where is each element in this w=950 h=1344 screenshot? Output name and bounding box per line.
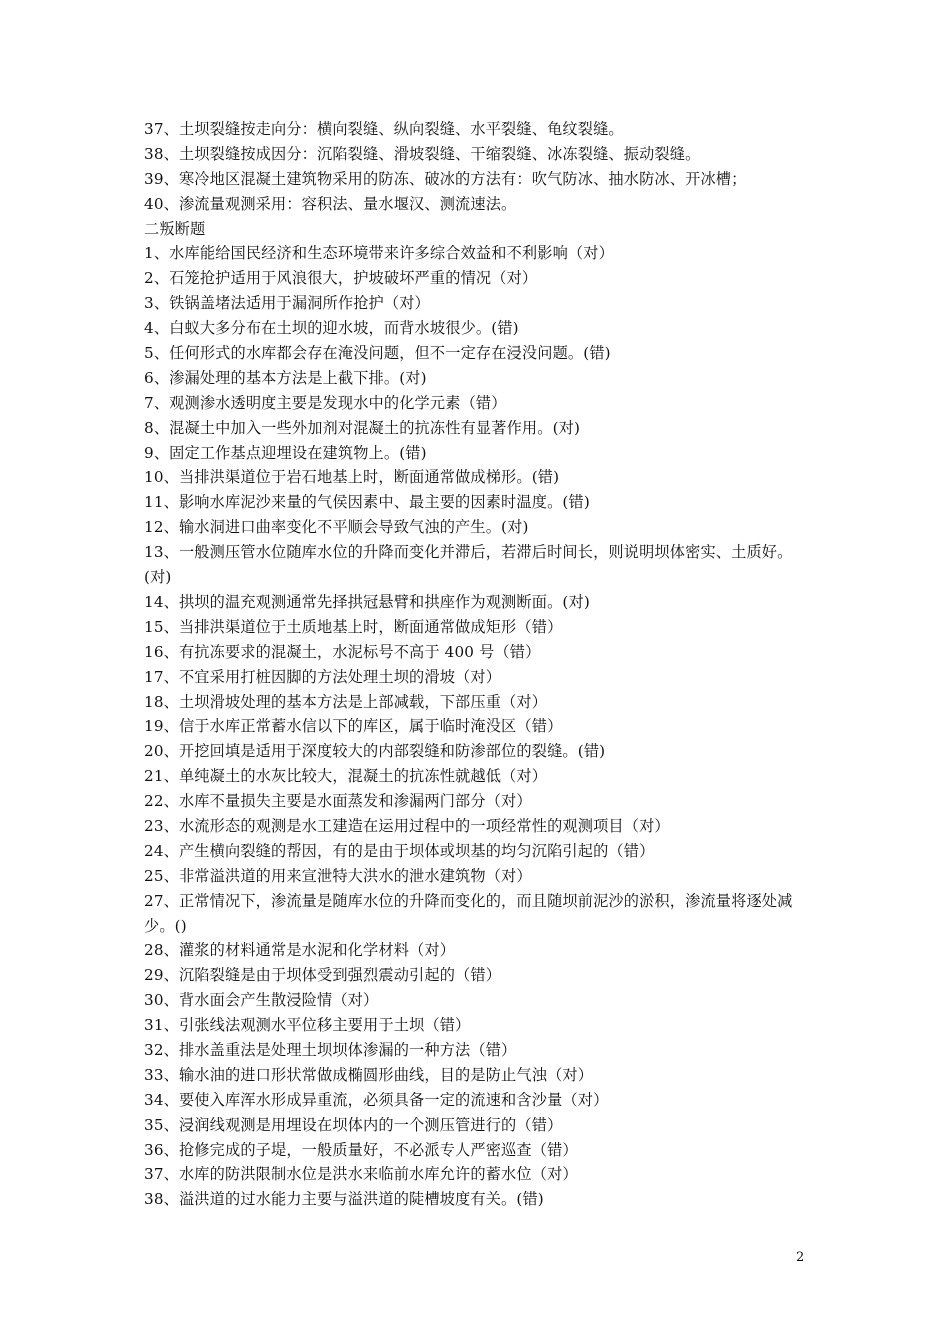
text-line: 24、产生横向裂缝的帮因，有的是由于坝体或坝基的均匀沉陷引起的（错） [144, 841, 655, 860]
text-line: 23、水流形态的观测是水工建造在运用过程中的一项经常性的观测项目（对） [144, 816, 670, 835]
text-line: 10、当排洪渠道位于岩石地基上时，断面通常做成梯形。(错) [144, 468, 560, 487]
text-line: 4、白蚁大多分布在土坝的迎水坡，而背水坡很少。(错) [144, 319, 519, 338]
text-line: 18、土坝滑坡处理的基本方法是上部减载，下部压重（对） [144, 692, 548, 711]
text-line: 16、有抗冻要求的混凝土，水泥标号不高于 400 号（错） [144, 642, 541, 661]
text-line: 30、背水面会产生散浸险情（对） [144, 991, 379, 1010]
text-line: 25、非常溢洪道的用来宣泄特大洪水的泄水建筑物（对） [144, 866, 532, 885]
text-line: 40、渗流量观测采用：容积法、量水堰汉、测流速法。 [144, 194, 517, 213]
text-line: 37、水库的防洪限制水位是洪水来临前水库允许的蓄水位（对） [144, 1165, 578, 1184]
text-line: 6、渗漏处理的基本方法是上截下排。(对) [144, 368, 427, 387]
text-line: 36、抢修完成的子堤，一般质量好，不必派专人严密巡查（错） [144, 1140, 578, 1159]
text-line: 11、影响水库泥沙来量的气侯因素中、最主要的因素时温度。(错) [144, 493, 590, 512]
text-line: 2、石笼抢护适用于风浪很大，护坡破坏严重的情况（对） [144, 269, 538, 288]
text-line: 32、排水盖重法是处理土坝坝体渗漏的一种方法（错） [144, 1041, 517, 1060]
text-line: 37、土坝裂缝按走向分：横向裂缝、纵向裂缝、水平裂缝、龟纹裂缝。 [144, 120, 624, 138]
page-number: 2 [796, 1250, 805, 1265]
text-line: 13、一般测压管水位随库水位的升降而变化并滞后，若滞后时间长，则说明坝体密实、土质好。(对) [144, 543, 793, 587]
section-heading: 二叛断题 [144, 219, 206, 238]
text-line: 38、土坝裂缝按成因分：沉陷裂缝、滑坡裂缝、干缩裂缝、冰冻裂缝、振动裂缝。 [144, 144, 701, 163]
text-line: 14、拱坝的温充观测通常先择拱冠悬臂和拱座作为观测断面。(对) [144, 592, 590, 611]
text-line: 17、不宜采用打桩因脚的方法处理土坝的滑坡（对） [144, 667, 502, 686]
text-line: 35、浸润线观测是用埋设在坝体内的一个测压管进行的（错） [144, 1115, 563, 1134]
text-line: 34、要使入库浑水形成异重流，必须具备一定的流速和含沙量（对） [144, 1090, 609, 1109]
text-line: 28、灌浆的材料通常是水泥和化学材料（对） [144, 941, 456, 960]
text-line: 3、铁锅盖堵法适用于漏洞所作抢护（对） [144, 294, 430, 313]
text-line: 39、寒冷地区混凝土建筑物采用的防冻、破冰的方法有：吹气防冰、抽水防冰、开冰槽； [144, 169, 747, 188]
text-line: 38、溢洪道的过水能力主要与溢洪道的陡槽坡度有关。(错) [144, 1190, 544, 1209]
page-body [144, 117, 812, 1212]
text-line: 22、水库不量损失主要是水面蒸发和渗漏两门部分（对） [144, 792, 532, 811]
text-line: 31、引张线法观测水平位移主要用于土坝（错） [144, 1016, 471, 1035]
text-line: 9、固定工作基点迎埋设在建筑物上。(错) [144, 443, 427, 462]
text-line: 7、观测渗水透明度主要是发现水中的化学元素（错） [144, 393, 507, 412]
text-line: 27、正常情况下，渗流量是随库水位的升降而变化的，而且随坝前泥沙的淤积，渗流量将逐处减少。() [144, 891, 793, 935]
text-line: 1、水库能给国民经济和生态环境带来许多综合效益和不利影响（对） [144, 244, 614, 263]
text-line: 29、沉陷裂缝是由于坝体受到强烈震动引起的（错） [144, 966, 502, 985]
text-line: 33、输水油的进口形状常做成椭圆形曲线，目的是防止气浊（对） [144, 1065, 594, 1084]
text-line: 19、信于水库正常蓄水信以下的库区，属于临时淹没区（错） [144, 717, 563, 736]
text-line: 12、输水洞进口曲率变化不平顺会导致气浊的产生。(对) [144, 518, 529, 537]
text-line: 21、单纯凝土的水灰比较大，混凝土的抗冻性就越低（对） [144, 767, 548, 786]
text-line: 20、开挖回填是适用于深度较大的内部裂缝和防渗部位的裂缝。(错) [144, 742, 606, 761]
text-line: 5、任何形式的水库都会存在淹没问题，但不一定存在浸没问题。(错) [144, 344, 611, 363]
text-line: 8、混凝土中加入一些外加剂对混凝土的抗冻性有显著作用。(对) [144, 418, 581, 437]
text-line: 15、当排洪渠道位于土质地基上时，断面通常做成矩形（错） [144, 617, 563, 636]
